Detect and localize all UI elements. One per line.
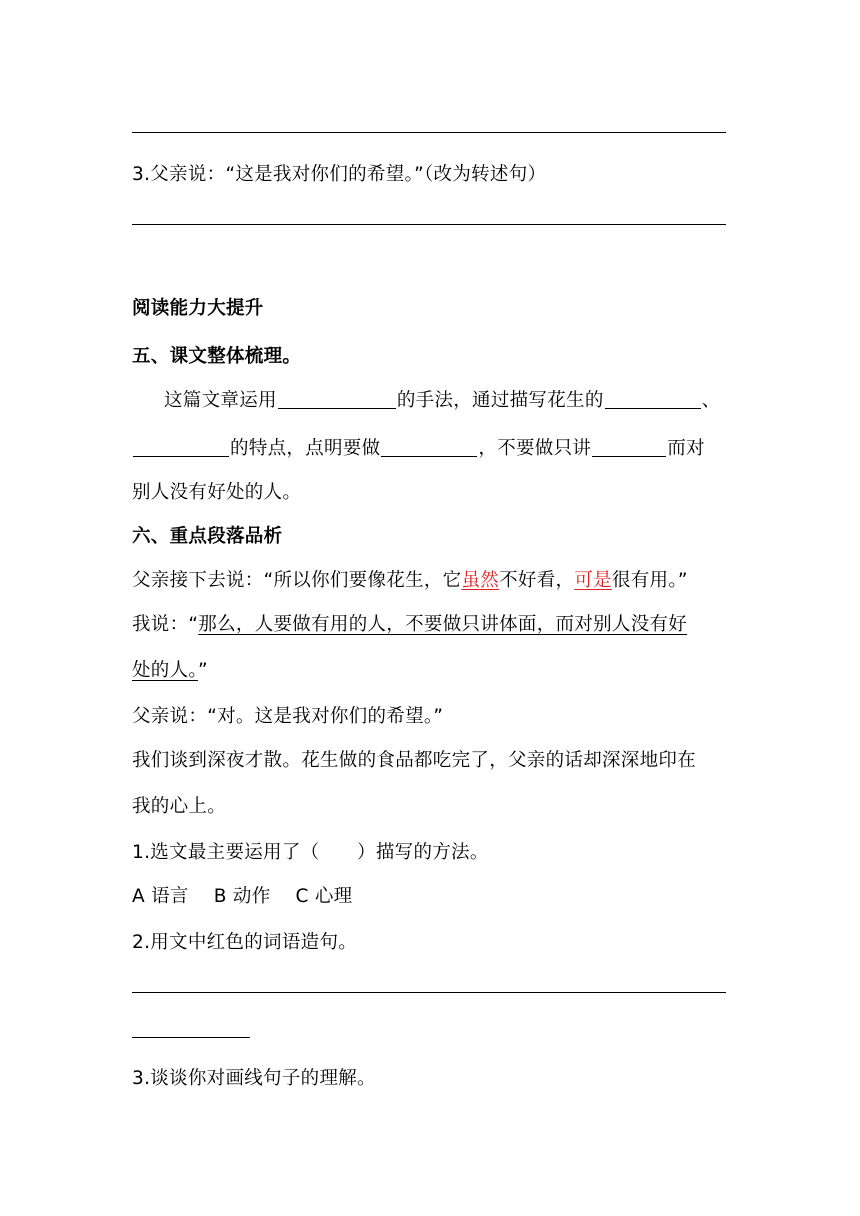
question-rewrite: 3.父亲说：“这是我对你们的希望。”（改为转述句） (132, 164, 547, 185)
question-3: 3.谈谈你对画线句子的理解。 (132, 1068, 376, 1089)
fill-blank-line-2 (132, 434, 705, 460)
passage-line-4: 父亲说：“对。这是我对你们的希望。” (132, 706, 444, 727)
red-word-keshi: 可是 (574, 570, 612, 591)
answer-line[interactable] (132, 1037, 250, 1038)
text-segment: 不好看， (499, 570, 575, 591)
fill-blank-line-1 (164, 386, 720, 412)
question-2: 2.用文中红色的词语造句。 (132, 932, 358, 953)
section-six-title: 六、重点段落品析 (132, 526, 283, 547)
answer-line[interactable] (132, 132, 726, 133)
answer-line[interactable] (132, 224, 726, 225)
passage-line-1 (132, 566, 688, 592)
text-segment: 的手法，通过描写花生的 (396, 390, 604, 411)
underlined-sentence: 那么，人要做有用的人，不要做只讲体面，而对别人没有好 (198, 614, 688, 635)
passage-line-6: 我的心上。 (132, 796, 227, 817)
section-five-title: 五、课文整体梳理。 (132, 346, 302, 367)
text-segment: 而对 (667, 438, 705, 459)
text-segment: 这篇文章运用 (164, 390, 277, 411)
passage-line-2 (132, 610, 687, 636)
fill-blank[interactable] (381, 438, 477, 457)
fill-blank-line-3: 别人没有好处的人。 (132, 482, 302, 503)
text-segment: 的特点，点明要做 (230, 438, 381, 459)
question-1-options: A 语言 B 动作 C 心理 (132, 886, 353, 907)
answer-line[interactable] (132, 992, 726, 993)
fill-blank[interactable] (133, 438, 229, 457)
question-1: 1.选文最主要运用了（ ）描写的方法。 (132, 842, 489, 863)
text-segment: 父亲接下去说：“所以你们要像花生，它 (132, 570, 462, 591)
text-segment: ” (197, 660, 208, 681)
text-segment: 、 (701, 390, 721, 411)
fill-blank[interactable] (605, 390, 701, 409)
text-segment: 很有用。” (611, 570, 688, 591)
passage-line-5: 我们谈到深夜才散。花生做的食品都吃完了，父亲的话却深深地印在 (132, 750, 697, 771)
section-heading: 阅读能力大提升 (132, 298, 264, 319)
passage-line-3 (132, 656, 208, 682)
fill-blank[interactable] (592, 438, 666, 457)
fill-blank[interactable] (278, 390, 396, 409)
text-segment: 我说：“ (132, 614, 199, 635)
red-word-suiran: 虽然 (461, 570, 500, 591)
text-segment: ，不要做只讲 (478, 438, 592, 459)
underlined-sentence: 处的人。 (132, 660, 198, 681)
